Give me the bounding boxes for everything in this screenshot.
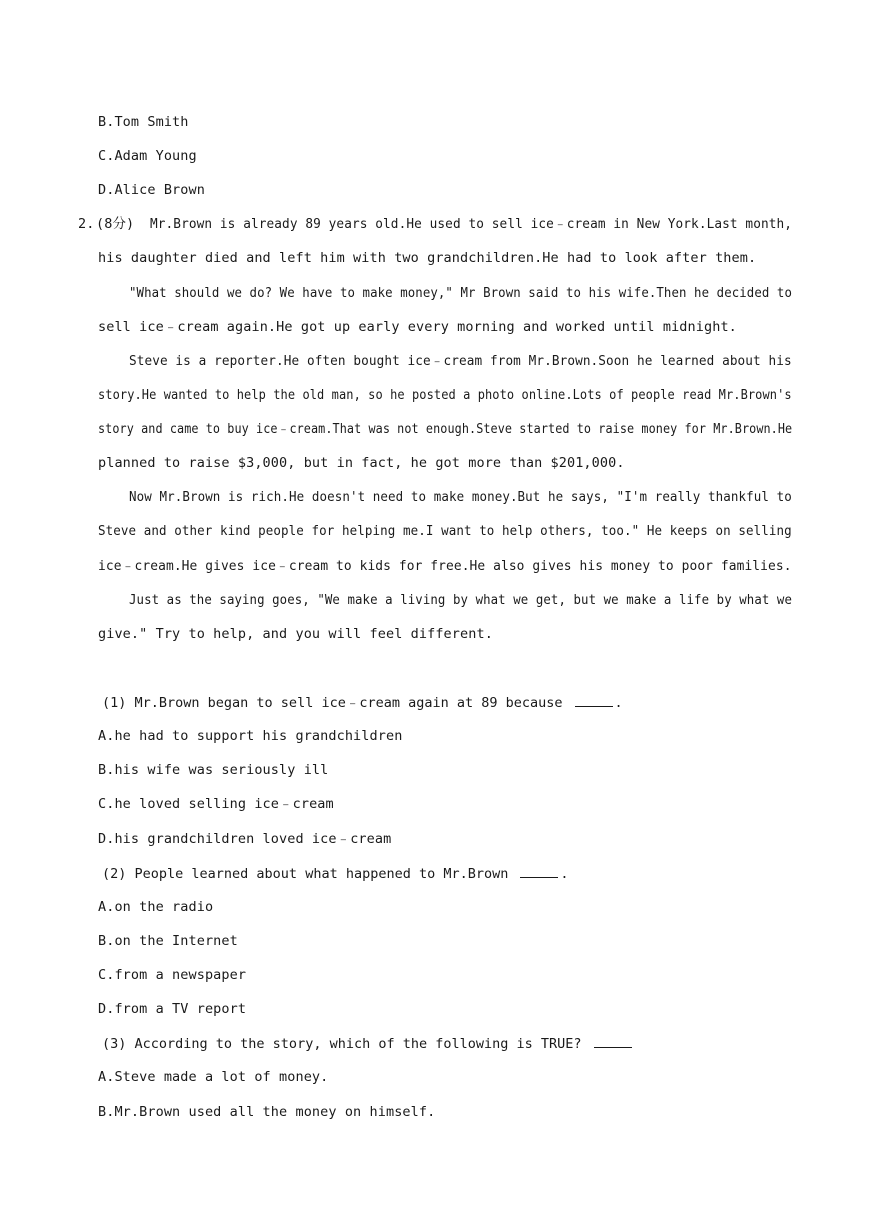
subquestion-2-option-d: D.from a TV report: [98, 1001, 247, 1017]
subquestion-2-option-b: B.on the Internet: [98, 933, 238, 949]
passage-line: Just as the saying goes, "We make a living by what we get, but we make a life by what we: [129, 592, 793, 608]
subquestion-stem-text: (2) People learned about what happened to Mr.Brown: [102, 866, 509, 882]
answer-blank[interactable]: [575, 693, 613, 707]
subquestion-3-stem: [102, 1034, 634, 1053]
passage-line: Now Mr.Brown is rich.He doesn't need to make money.But he says, "I'm really thankful to: [129, 489, 792, 505]
subquestion-end: .: [560, 866, 569, 882]
passage-line: Steve is a reporter.He often bought ice﹣cream from Mr.Brown.Soon he learned about his: [129, 353, 792, 369]
answer-blank[interactable]: [594, 1034, 632, 1048]
question-score: (8分): [96, 216, 135, 232]
passage-line: give." Try to help, and you will feel different.: [98, 626, 493, 642]
passage-line: Mr.Brown is already 89 years old.He used to sell ice﹣cream in New York.Last month,: [150, 216, 793, 232]
subquestion-3-option-a: A.Steve made a lot of money.: [98, 1069, 329, 1085]
question-number: 2.: [78, 216, 95, 232]
passage-line: story.He wanted to help the old man, so he posted a photo online.Lots of people read Mr.Brown's: [98, 387, 792, 403]
q1-option-d: D.Alice Brown: [98, 182, 205, 198]
passage-line: his daughter died and left him with two grandchildren.He had to look after them.: [98, 250, 757, 266]
answer-blank[interactable]: [520, 864, 558, 878]
subquestion-1-option-a: A.he had to support his grandchildren: [98, 728, 403, 744]
passage-line: planned to raise $3,000, but in fact, he got more than $201,000.: [98, 455, 625, 471]
subquestion-end: .: [614, 695, 623, 711]
subquestion-1-stem: [102, 693, 623, 712]
subquestion-1-option-d: D.his grandchildren loved ice﹣cream: [98, 831, 392, 847]
subquestion-2-option-a: A.on the radio: [98, 899, 214, 915]
subquestion-stem-text: (3) According to the story, which of the following is TRUE?: [102, 1036, 582, 1052]
subquestion-3-option-b: B.Mr.Brown used all the money on himself.: [98, 1104, 436, 1120]
passage-line: "What should we do? We have to make money," Mr Brown said to his wife.Then he decided to: [129, 285, 793, 301]
subquestion-stem-text: (1) Mr.Brown began to sell ice﹣cream again at 89 because: [102, 695, 563, 711]
q1-option-b: B.Tom Smith: [98, 114, 189, 130]
passage-line: sell ice﹣cream again.He got up early every morning and worked until midnight.: [98, 319, 737, 335]
subquestion-2-stem: [102, 864, 569, 883]
passage-line: Steve and other kind people for helping me.I want to help others, too." He keeps on selling: [98, 523, 792, 539]
passage-line: story and came to buy ice﹣cream.That was not enough.Steve started to raise money for Mr.Brown.He: [98, 421, 793, 437]
passage-line: ice﹣cream.He gives ice﹣cream to kids for free.He also gives his money to poor families.: [98, 558, 792, 574]
q1-option-c: C.Adam Young: [98, 148, 197, 164]
subquestion-2-option-c: C.from a newspaper: [98, 967, 247, 983]
subquestion-1-option-c: C.he loved selling ice﹣cream: [98, 796, 334, 812]
subquestion-1-option-b: B.his wife was seriously ill: [98, 762, 329, 778]
